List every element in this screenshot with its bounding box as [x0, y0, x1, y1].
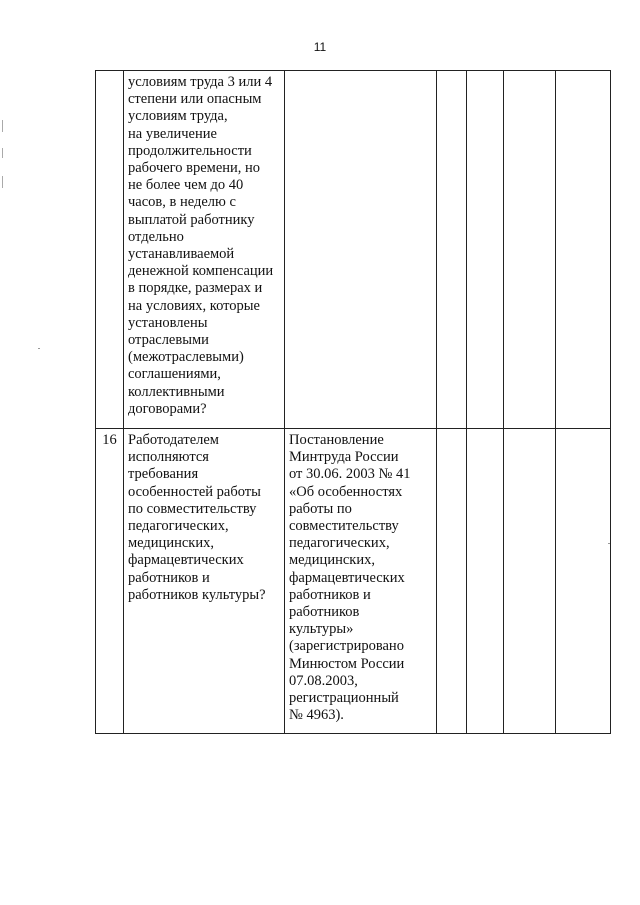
requisites-line: № 4963).	[289, 707, 344, 724]
question-line: (межотраслевыми)	[128, 349, 244, 366]
requisites-line: Минтруда России	[289, 449, 399, 466]
scan-margin-mark	[2, 148, 3, 158]
requisites-line: медицинских,	[289, 552, 375, 569]
answer-yes-cell	[437, 71, 467, 429]
question-line: требования	[128, 466, 199, 483]
question-line: не более чем до 40	[128, 177, 244, 194]
requisites-line: Постановление	[289, 432, 384, 448]
scan-margin-mark	[2, 120, 3, 132]
requisites-line: совместительству	[289, 518, 399, 535]
question-line: в порядке, размерах и	[128, 280, 263, 297]
question-line: работников культуры?	[128, 586, 266, 603]
requisites-line: работы по	[289, 500, 352, 517]
requisites-line: культуры»	[289, 621, 354, 638]
requisites-line: фармацевтических	[289, 569, 405, 586]
question-line: педагогических,	[128, 518, 229, 535]
question-line: условиям труда 3 или 4	[128, 74, 273, 90]
question-line: устанавливаемой	[128, 246, 235, 263]
question-line: продолжительности	[128, 142, 252, 159]
question-line: на увеличение	[128, 125, 217, 142]
question-line: часов, в неделю с	[128, 194, 236, 211]
table-row	[96, 71, 611, 429]
answer-yes-cell	[437, 429, 467, 734]
question-line: медицинских,	[128, 535, 214, 552]
question-line: фармацевтических	[128, 552, 244, 569]
requisites-line: работников и	[289, 586, 371, 603]
row-number	[96, 71, 124, 429]
requisites-line: педагогических,	[289, 535, 390, 552]
question-line: условиям труда,	[128, 108, 228, 125]
note-cell	[556, 429, 611, 734]
question-line: коллективными	[128, 383, 225, 400]
requisites-line: «Об особенностях	[289, 483, 403, 500]
question-line: работников и	[128, 569, 210, 586]
scan-margin-mark	[2, 176, 3, 188]
requisites-line: от 30.06. 2003 № 41	[289, 466, 411, 483]
answer-na-cell	[504, 429, 556, 734]
answer-na-cell	[504, 71, 556, 429]
question-line: установлены	[128, 314, 208, 331]
requisites-cell	[285, 71, 437, 429]
question-line: соглашениями,	[128, 366, 221, 383]
question-line: на условиях, которые	[128, 297, 260, 314]
checklist-table	[95, 70, 611, 734]
question-line: степени или опасным	[128, 91, 262, 108]
note-cell	[556, 71, 611, 429]
table-row	[96, 429, 611, 734]
requisites-line: работников	[289, 604, 360, 621]
scan-speck	[38, 348, 40, 349]
question-line: исполняются	[128, 449, 209, 466]
question-line: по совместительству	[128, 500, 257, 517]
question-line: Работодателем	[128, 432, 219, 448]
question-line: отраслевыми	[128, 332, 209, 349]
question-line: рабочего времени, но	[128, 160, 261, 177]
requisites-line: регистрационный	[289, 690, 399, 707]
question-line: особенностей работы	[128, 483, 261, 500]
requisites-line: 07.08.2003,	[289, 672, 358, 689]
row-number: 16	[96, 429, 124, 734]
answer-no-cell	[467, 429, 504, 734]
requisites-line: Минюстом России	[289, 655, 405, 672]
page-number: 11	[313, 40, 327, 54]
question-cell	[124, 429, 285, 734]
requisites-cell	[285, 429, 437, 734]
question-cell	[124, 71, 285, 429]
question-line: денежной компенсации	[128, 263, 274, 280]
question-line: выплатой работнику	[128, 211, 255, 228]
question-line: договорами?	[128, 400, 207, 417]
question-line: отдельно	[128, 228, 184, 245]
requisites-line: (зарегистрировано	[289, 638, 404, 655]
answer-no-cell	[467, 71, 504, 429]
